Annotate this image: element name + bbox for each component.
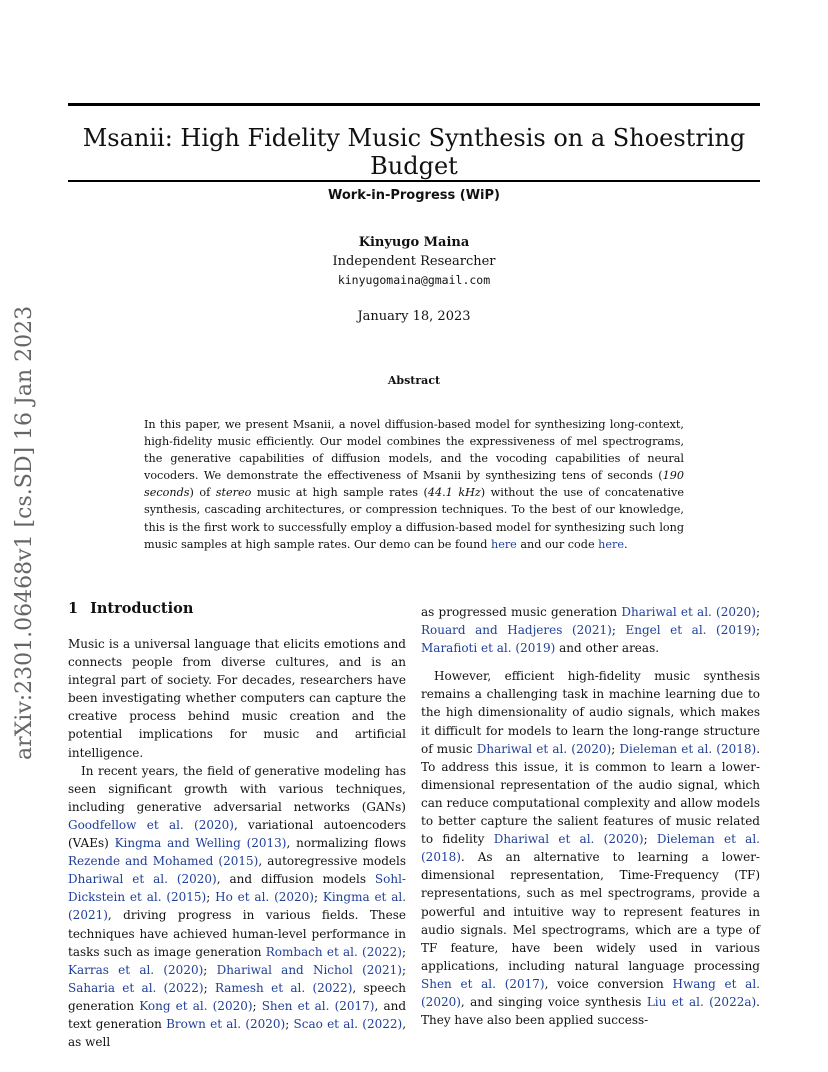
body-text: as progressed music generation <box>421 605 622 619</box>
citation-link[interactable]: Dieleman et al. (2018) <box>421 832 760 865</box>
citation-link[interactable]: Goodfellow et al. (2020) <box>68 817 234 832</box>
intro-paragraph-3 <box>421 667 760 1029</box>
section-heading <box>68 600 406 617</box>
citation-link[interactable]: Rombach et al. (2022) <box>265 944 402 959</box>
citation-link[interactable]: Dhariwal and Nichol (2021) <box>216 962 402 977</box>
abstract-body <box>144 416 684 553</box>
citation-link[interactable]: Karras et al. (2020) <box>68 962 204 977</box>
left-column <box>68 600 406 1051</box>
title-bottom-rule <box>68 180 760 182</box>
body-text: , as well <box>68 1016 407 1050</box>
abstract-text: and our code <box>516 537 599 551</box>
right-column <box>421 603 760 1029</box>
body-text: ; <box>252 998 262 1013</box>
body-text: ; <box>313 890 323 905</box>
citation-link[interactable]: Brown et al. (2020) <box>166 1016 286 1031</box>
body-text: ; <box>755 623 761 638</box>
code-link[interactable]: here <box>598 537 624 551</box>
paper-title: Msanii: High Fidelity Music Synthesis on a Shoestring Budget <box>82 124 746 180</box>
body-text: ; <box>611 741 620 756</box>
body-text: ; <box>611 623 626 638</box>
author-name: Kinyugo Maina <box>358 235 470 250</box>
body-text: , and text generation <box>68 998 407 1031</box>
abstract-emphasis: 44.1 kHz <box>427 486 481 500</box>
section-number: 1 <box>68 600 79 617</box>
citation-link[interactable]: Hwang et al. (2020) <box>421 976 760 1009</box>
body-text: ; <box>401 962 407 977</box>
body-text: and other areas. <box>555 641 660 656</box>
abstract-text: In this paper, we present Msanii, a novel diffusion-based model for synthesizing long-context, high-fidelity music efficiently. Our model combines the expressiveness of mel spectrograms, the generative capabilities of diffusion models, and the vocoding capabilities of neural vocoders. We demonstrate the effectiveness of Msanii by synthesizing tens of seconds ( <box>144 418 684 483</box>
section-title: Introduction <box>90 600 194 617</box>
body-text: , normalizing flows <box>286 836 406 851</box>
citation-link[interactable]: Shen et al. (2017) <box>421 976 545 991</box>
citation-link[interactable]: Kong et al. (2020) <box>139 998 253 1013</box>
body-text: ; <box>206 890 216 905</box>
top-rule <box>68 103 760 106</box>
citation-link[interactable]: Engel et al. (2019) <box>625 623 756 638</box>
abstract-emphasis: stereo <box>215 486 252 500</box>
citation-link[interactable]: Dhariwal et al. (2020) <box>493 832 644 847</box>
abstract-heading: Abstract <box>387 374 441 387</box>
body-text: ; <box>203 962 217 977</box>
author-affiliation: Independent Researcher <box>332 254 496 269</box>
body-text: , and diffusion models <box>216 872 375 887</box>
body-text: , and singing voice synthesis <box>460 994 647 1009</box>
paper-date: January 18, 2023 <box>357 309 471 324</box>
citation-link[interactable]: Liu et al. (2022a) <box>646 994 757 1009</box>
author-email[interactable]: kinyugomaina@gmail.com <box>337 273 491 287</box>
body-text: , speech generation <box>68 980 406 1013</box>
citation-link[interactable]: Ho et al. (2020) <box>215 890 314 905</box>
intro-paragraph-1: Music is a universal language that elicits emotions and connects people from diverse cultures, and is an integral part of society. For decades, researchers have been investigating whether computers can capture the creative process behind music creation and the potential implications for music and artificial intelligence. <box>68 637 406 760</box>
abstract-text: . <box>623 537 628 551</box>
citation-link[interactable]: Rezende and Mohamed (2015) <box>68 854 259 869</box>
citation-link[interactable]: Sohl-Dickstein et al. (2015) <box>68 872 406 905</box>
body-text: ; <box>285 1016 294 1031</box>
body-text: , driving progress in various fields. These techniques have achieved human-level performance in tasks such as image generation <box>68 908 406 959</box>
body-text: , voice conversion <box>544 976 673 991</box>
body-text: , autoregressive models <box>258 854 406 869</box>
status-label: Work-in-Progress (WiP) <box>328 188 500 203</box>
citation-link[interactable]: Marafioti et al. (2019) <box>421 641 556 656</box>
citation-link[interactable]: Scao et al. (2022) <box>293 1016 403 1031</box>
citation-link[interactable]: Dieleman et al. (2018) <box>619 741 757 756</box>
abstract-text: ) without the use of concatenative synthesis, cascading architectures, or compression techniques. To the best of our knowledge, this is the first work to successfully employ a diffusion-based model for synthesizing such long music samples at high sample rates. Our demo can be found <box>144 486 684 551</box>
citation-link[interactable]: Rouard and Hadjeres (2021) <box>421 623 612 638</box>
citation-link[interactable]: Kingma et al. (2021) <box>68 890 407 923</box>
body-text: ; <box>203 980 215 995</box>
citation-link[interactable]: Dhariwal et al. (2020) <box>68 872 217 887</box>
citation-link[interactable]: Dhariwal et al. (2020) <box>621 605 756 619</box>
body-text: In recent years, the field of generative modeling has seen significant growth with various techniques, including generative adversarial networks (GANs) <box>68 763 406 814</box>
arxiv-identifier-stamp: arXiv:2301.06468v1 [cs.SD] 16 Jan 2023 <box>12 305 37 760</box>
intro-paragraph-2 <box>68 762 406 1052</box>
body-text: . As an alternative to learning a lower-dimensional representation, Time-Frequency (TF) representations, such as mel spectrograms, provide a powerful and intuitive way to represent features in audio signals. Mel spectrograms, which are a type of TF feature, have been widely used in various applications, including natural language processing <box>421 850 760 973</box>
citation-link[interactable]: Dhariwal et al. (2020) <box>476 741 612 756</box>
body-text: ; <box>755 605 761 619</box>
intro-paragraph-2-continued <box>421 603 760 657</box>
citation-link[interactable]: Saharia et al. (2022) <box>68 980 204 995</box>
body-text: ; <box>401 944 407 959</box>
body-text: . To address this issue, it is common to learn a lower-dimensional representation of the audio signal, which can reduce computational complexity and allow models to better capture the salient features of music related to fidelity <box>421 741 761 847</box>
body-text: However, efficient high-fidelity music synthesis remains a challenging task in machine learning due to the high dimensionality of audio signals, which makes it difficult for models to learn the long-range structure of music <box>421 669 760 756</box>
citation-link[interactable]: Kingma and Welling (2013) <box>114 836 287 851</box>
body-text: . They have also been applied success- <box>421 994 760 1028</box>
demo-link[interactable]: here <box>491 537 517 551</box>
abstract-text: music at high sample rates ( <box>251 486 428 500</box>
body-text: , variational autoencoders (VAEs) <box>68 817 407 851</box>
citation-link[interactable]: Shen et al. (2017) <box>261 998 375 1013</box>
body-text: ; <box>643 832 657 847</box>
abstract-emphasis: 190 seconds <box>144 469 684 500</box>
abstract-text: ) of <box>189 486 216 500</box>
citation-link[interactable]: Ramesh et al. (2022) <box>214 980 353 995</box>
